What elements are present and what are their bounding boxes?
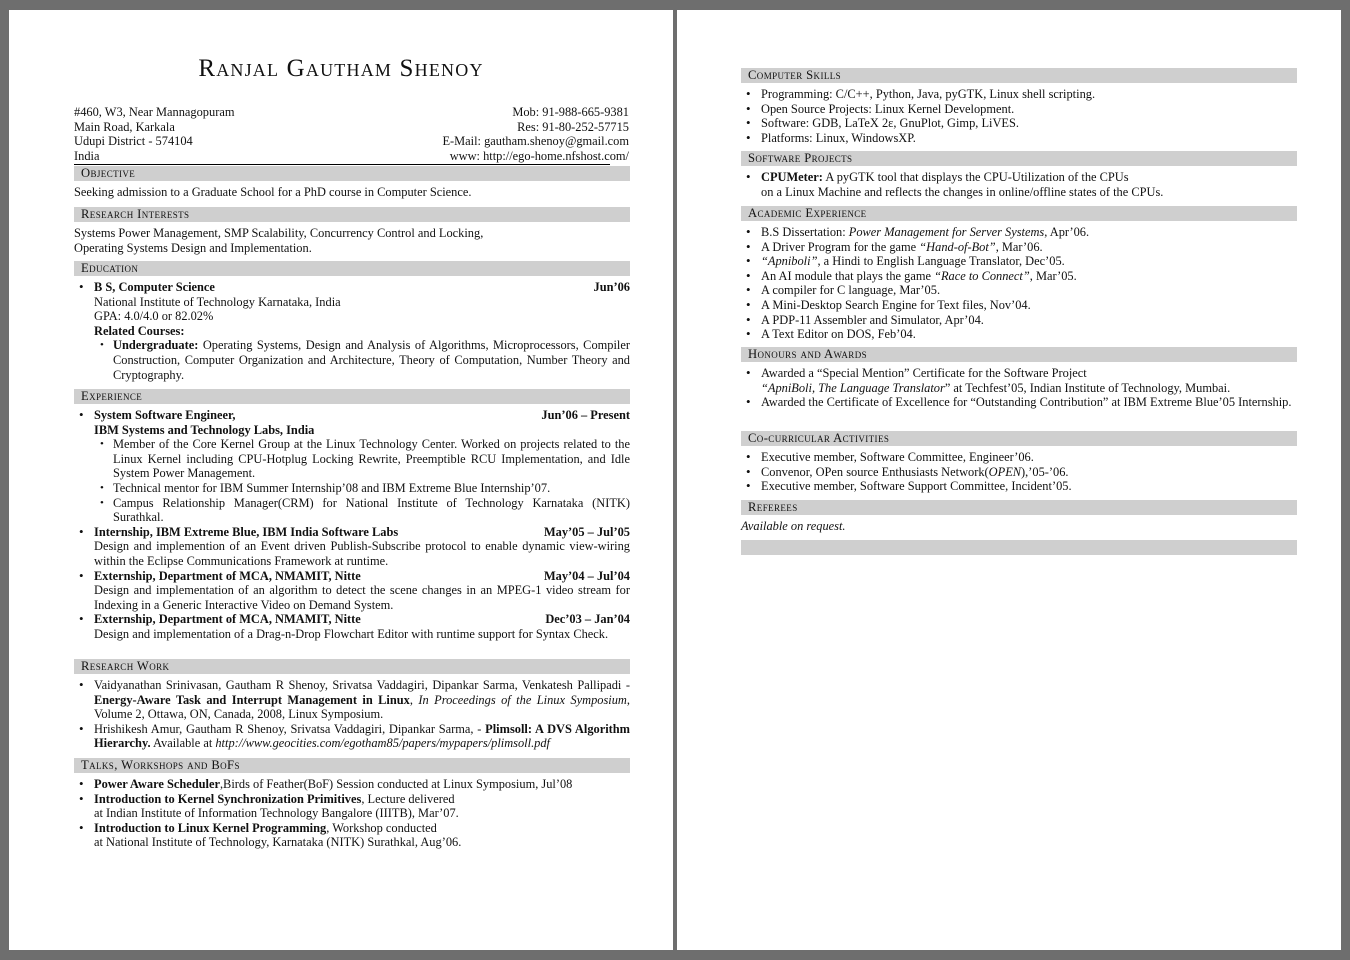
section-header: Objective: [74, 166, 630, 181]
activity-text: Convenor, OPen source Enthusiasts Network(: [761, 464, 989, 479]
publication-details: Available at: [150, 736, 216, 751]
talk-details: , Workshop conducted: [326, 820, 437, 835]
talk-item: [74, 777, 630, 792]
academic-item: • A Mini-Desktop Search Engine for Text files, Nov’04.: [741, 298, 1297, 313]
candidate-name: Ranjal Gautham Shenoy: [198, 55, 484, 82]
research-work-section: [74, 659, 630, 751]
honour-text: Awarded a “Special Mention” Certificate for the Software Project: [761, 366, 1087, 380]
item-text: , Mar’06.: [995, 239, 1043, 254]
talk-details: at Indian Institute of Information Technology Bangalore (IIITB), Mar’07.: [94, 806, 459, 821]
contact-block: [442, 105, 629, 163]
address-block: [74, 105, 234, 163]
job-point: • Technical mentor for IBM Summer Internship’08 and IBM Extreme Blue Internship’07.: [94, 481, 630, 496]
courses-text: Operating Systems, Design and Analysis of Algorithms, Microprocessors, Compiler Construction, Computer Organization and Architecture, Theory of Computation, Number Theory and Cryptography.: [113, 338, 630, 382]
talk-item: [74, 792, 630, 821]
research-interests-section: [74, 207, 630, 255]
activity-item: • Executive member, Software Support Committee, Incident’05.: [741, 479, 1297, 494]
skill-item: • Programming: C/C++, Python, Java, pyGTK, Linux shell scripting.: [741, 87, 1297, 102]
honour-item: [741, 366, 1297, 395]
job-org: IBM Systems and Technology Labs, India: [94, 422, 315, 437]
resume-page-1: [9, 10, 673, 950]
job-title: • Externship, Department of MCA, NMAMIT, Nitte: [94, 612, 361, 627]
activity-item: • Executive member, Software Committee, Engineer’06.: [741, 450, 1297, 465]
address-line: India: [74, 148, 100, 163]
job-entry: [74, 525, 630, 569]
skill-item: • Software: GDB, LaTeX 2ε, GnuPlot, Gimp, LiVES.: [741, 116, 1297, 131]
address-line: Udupi District - 574104: [74, 134, 193, 149]
computer-skills-section: [741, 68, 1297, 145]
section-header: Computer Skills: [741, 68, 1297, 83]
item-title: “Apniboli”: [761, 254, 818, 269]
section-header: Software Projects: [741, 151, 1297, 166]
degree: • B S, Computer Science: [94, 280, 215, 294]
publication-venue: In Proceedings of the Linux Symposium: [418, 692, 627, 707]
job-date: May’05 – Jul’05: [543, 524, 630, 539]
job-entry: [74, 408, 630, 525]
publication-title: Plimsoll: A DVS Algorithm Hierarchy.: [94, 721, 630, 751]
job-point: • Member of the Core Kernel Group at the Linux Technology Center. Worked on projects related to the Linux Kernel including CPU-Hotplug Locking Rewrite, Preemptible RCU Implementation, and Idle System Power Management.: [94, 437, 630, 481]
gpa: GPA: 4.0/4.0 or 82.02%: [94, 309, 214, 324]
section-header: Research Work: [74, 659, 630, 674]
item-text: , Mar’05.: [1029, 268, 1077, 283]
job-date: Jun’06 – Present: [541, 408, 630, 422]
course-list: [94, 338, 630, 382]
job-title: • System Software Engineer,: [94, 408, 236, 422]
talk-details: , Lecture delivered: [361, 791, 455, 806]
cocurricular-section: [741, 431, 1297, 494]
activity-acronym: OPEN: [988, 464, 1022, 479]
job-date: Dec’03 – Jan’04: [545, 612, 630, 627]
publication: • Vaidyanathan Srinivasan, Gautham R Shenoy, Srivatsa Vaddagiri, Dipankar Sarma, Venkatesh Pallipadi - Energy-Aware Task and Interrupt Management in Linux, In Proceedings of the Linux Symposium, Volume 2, Ottawa, ON, Canada, 2008, Linux Symposium.: [74, 678, 630, 722]
academic-item: [741, 254, 1297, 269]
objective-section: [74, 166, 630, 200]
education-item: [74, 280, 630, 382]
job-title: • Internship, IBM Extreme Blue, IBM India Software Labs: [94, 524, 399, 539]
job-entry: [74, 612, 630, 641]
experience-section: [74, 389, 630, 642]
education-date: Jun’06: [593, 280, 630, 294]
research-interest-line: Systems Power Management, SMP Scalability, Concurrency Control and Locking,: [74, 226, 484, 240]
referees-text: Available on request.: [741, 519, 846, 533]
section-header: Talks, Workshops and BoFs: [74, 758, 630, 773]
activity-text: ),’05-’06.: [1021, 464, 1069, 479]
honours-section: [741, 347, 1297, 410]
honour-text: ” at Techfest’05, Indian Institute of Technology, Mumbai.: [944, 380, 1231, 395]
resume-page-2: [677, 10, 1341, 950]
section-header: Research Interests: [74, 207, 630, 222]
section-header: Education: [74, 261, 630, 276]
section-header: Academic Experience: [741, 206, 1297, 221]
job-date: May’04 – Jul’04: [543, 568, 630, 583]
project-name: CPUMeter:: [761, 170, 823, 184]
publication-authors: Vaidyanathan Srinivasan, Gautham R Shenoy, Srivatsa Vaddagiri, Dipankar Sarma, Venkatesh Pallipadi -: [94, 678, 630, 692]
section-header: Experience: [74, 389, 630, 404]
section-header: Honours and Awards: [741, 347, 1297, 362]
publication: [74, 722, 630, 751]
publication-title: Energy-Aware Task and Interrupt Management in Linux: [94, 692, 410, 707]
institute: National Institute of Technology Karnataka, India: [94, 294, 341, 309]
academic-experience-section: [741, 206, 1297, 342]
item-text: A Driver Program for the game: [761, 239, 920, 254]
item-text: , a Hindi to English Language Translator, Dec’05.: [817, 254, 1065, 269]
academic-item: • A PDP-11 Assembler and Simulator, Apr’04.: [741, 313, 1297, 328]
research-interest-line: Operating Systems Design and Implementation.: [74, 240, 312, 255]
job-title: • Externship, Department of MCA, NMAMIT, Nitte: [94, 568, 361, 583]
talk-title: Introduction to Kernel Synchronization Primitives: [94, 791, 362, 806]
item-title: “Hand-of-Bot”: [919, 239, 996, 254]
website-link[interactable]: www: http://ego-home.nfshost.com/: [449, 148, 629, 163]
address-line: #460, W3, Near Mannagopuram: [74, 105, 235, 119]
objective-text: Seeking admission to a Graduate School for a PhD course in Computer Science.: [74, 185, 472, 199]
skill-item: • Open Source Projects: Linux Kernel Development.: [741, 102, 1297, 117]
job-entry: [74, 569, 630, 613]
email-address[interactable]: E-Mail: gautham.shenoy@gmail.com: [442, 134, 629, 149]
job-description: Design and implementation of an algorithm to detect the scene changes in an MPEG-1 video stream for Indexing in a Generic Interactive Video on Demand System.: [94, 583, 630, 612]
section-header: Co-curricular Activities: [741, 431, 1297, 446]
project-description: on a Linux Machine and reflects the changes in online/offline states of the CPUs.: [761, 184, 1164, 199]
activity-item: [741, 465, 1297, 480]
talk-title: Power Aware Scheduler: [94, 777, 220, 791]
residence-number: Res: 91-80-252-57715: [517, 119, 629, 134]
academic-item: • A Text Editor on DOS, Feb’04.: [741, 327, 1297, 342]
publication-authors: Hrishikesh Amur, Gautham R Shenoy, Srivatsa Vaddagiri, Dipankar Sarma, -: [94, 721, 486, 736]
referees-section: [741, 500, 1297, 555]
publication-details: , Volume 2, Ottawa, ON, Canada, 2008, Linux Symposium.: [94, 692, 630, 722]
talk-details: ,Birds of Feather(BoF) Session conducted at Linux Symposium, Jul’08: [219, 777, 573, 791]
project-item: [741, 170, 1297, 199]
academic-item: [741, 269, 1297, 284]
item-text: , Apr’06.: [1044, 225, 1090, 239]
courses-label: Related Courses:: [94, 323, 185, 338]
item-text: An AI module that plays the game: [761, 268, 935, 283]
section-header: Referees: [741, 500, 1297, 515]
item-title: “Race to Connect”: [934, 268, 1030, 283]
item-title: Power Management for Server Systems: [848, 225, 1045, 239]
talk-title: Introduction to Linux Kernel Programming: [94, 820, 327, 835]
job-point: • Campus Relationship Manager(CRM) for National Institute of Technology Karnataka (NITK) Surathkal.: [94, 496, 630, 525]
project-description: A pyGTK tool that displays the CPU-Utilization of the CPUs: [822, 170, 1129, 184]
mobile-number: Mob: 91-988-665-9381: [512, 105, 629, 119]
honour-item: • Awarded the Certificate of Excellence for “Outstanding Contribution” at IBM Extreme Blue’05 Internship.: [741, 395, 1297, 410]
publication-link[interactable]: http://www.geocities.com/egotham85/papers/mypapers/plimsoll.pdf: [215, 736, 550, 751]
talk-details: at National Institute of Technology, Karnataka (NITK) Surathkal, Aug’06.: [94, 835, 462, 850]
talk-item: [74, 821, 630, 850]
education-section: [74, 261, 630, 382]
academic-item: [741, 225, 1297, 240]
skill-item: • Platforms: Linux, WindowsXP.: [741, 131, 1297, 146]
item-text: B.S Dissertation:: [761, 225, 849, 239]
header-divider: [74, 164, 610, 165]
academic-item: • A compiler for C language, Mar’05.: [741, 283, 1297, 298]
job-description: Design and implemention of an Event driven Publish-Subscribe protocol to enable dynamic view-wiring within the Eclipse Communications Framework at runtime.: [94, 539, 630, 568]
academic-item: [741, 240, 1297, 255]
closing-bar: [741, 540, 1297, 555]
software-projects-section: [741, 151, 1297, 199]
honour-project: “ApniBoli, The Language Translator: [761, 380, 945, 395]
address-line: Main Road, Karkala: [74, 119, 175, 134]
undergraduate-label: Undergraduate:: [113, 338, 199, 353]
talks-section: [74, 758, 630, 850]
job-description: Design and implementation of a Drag-n-Drop Flowchart Editor with runtime support for Syntax Check.: [94, 626, 609, 641]
